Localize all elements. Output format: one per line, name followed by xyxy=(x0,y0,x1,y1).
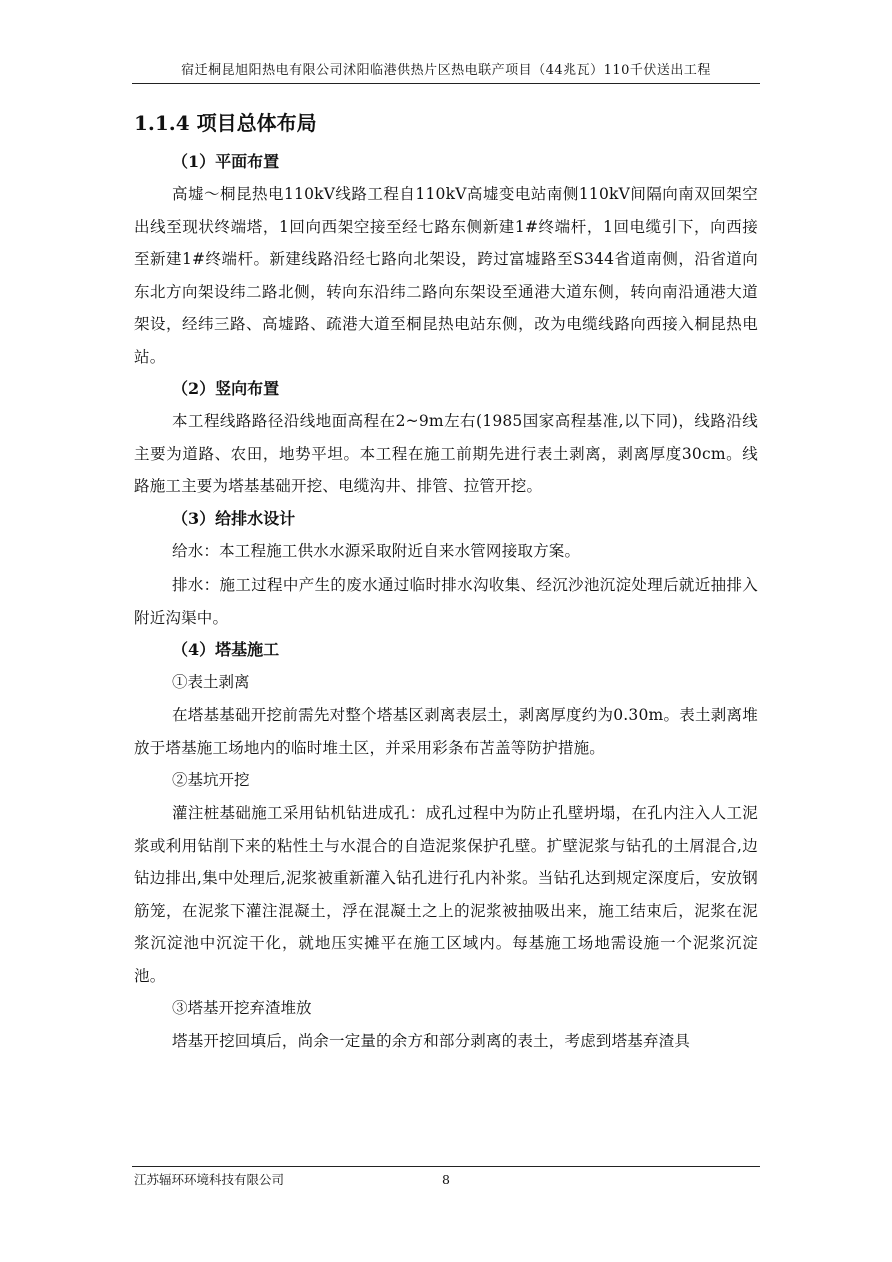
footer-divider xyxy=(132,1166,760,1167)
vertical-layout-heading: （2）竖向布置 xyxy=(172,379,280,398)
page-header: 宿迁桐昆旭阳热电有限公司沭阳临港供热片区热电联产项目（44兆瓦）110千伏送出工程 xyxy=(181,63,711,78)
topsoil-stripping-label: ①表土剥离 xyxy=(172,673,250,691)
page-number: 8 xyxy=(442,1172,450,1187)
water-design-heading: （3）给排水设计 xyxy=(172,508,296,528)
header-divider xyxy=(132,83,760,84)
water-drain-text: 排水：施工过程中产生的废水通过临时排水沟收集、经沉沙池沉淀处理后就近抽排入附近沟渠中。 xyxy=(134,576,758,627)
spoil-stacking-label: ③塔基开挖弃渣堆放 xyxy=(172,999,312,1017)
vertical-layout-text: 本工程线路路径沿线地面高程在2~9m左右(1985国家高程基准,以下同)，线路沿线主要为道路、农田，地势平坦。本工程在施工前期先进行表土剥离，剥离厚度30cm。线路施工主要为塔基基础开挖、电缆沟井、排管、拉管开挖。 xyxy=(134,412,758,495)
tower-construction-heading: （4）塔基施工 xyxy=(172,640,280,659)
plan-layout-text: 高墟～桐昆热电110kV线路工程自110kV高墟变电站南侧110kV间隔向南双回架空出线至现状终端塔，1回向西架空接至经七路东侧新建1#终端杆，1回电缆引下，向西接至新建1#终端杆。新建线路沿经七路向北架设，跨过富墟路至S344省道南侧，沿省道向东北方向架设纬二路北侧，转向东沿纬二路向东架设至通港大道东侧，转向南沿通港大道架设，经纬三路、高墟路、疏港大道至桐昆热电站东侧，改为电缆线路向西接入桐昆热电站。 xyxy=(134,185,758,366)
topsoil-stripping-text: 在塔基基础开挖前需先对整个塔基区剥离表层土，剥离厚度约为0.30m。表土剥离堆放于塔基施工场地内的临时堆土区，并采用彩条布苫盖等防护措施。 xyxy=(134,706,758,757)
foundation-excavation-text: 灌注桩基础施工采用钻机钻进成孔：成孔过程中为防止孔壁坍塌，在孔内注入人工泥浆或利用钻削下来的粘性土与水混合的自造泥浆保护孔壁。扩壁泥浆与钻孔的土屑混合,边钻边排出,集中处理后,泥浆被重新灌入钻孔进行孔内补浆。当钻孔达到规定深度后，安放钢筋笼，在泥浆下灌注混凝土，浮在混凝土之上的泥浆被抽吸出来，施工结束后，泥浆在泥浆沉淀池中沉淀干化，就地压实摊平在施工区域内。每基施工场地需设施一个泥浆沉淀池。 xyxy=(134,804,758,985)
water-supply-text: 给水：本工程施工供水水源采取附近自来水管网接取方案。 xyxy=(172,541,581,560)
document-body xyxy=(134,106,758,1058)
footer-company: 江苏辐环环境科技有限公司 xyxy=(134,1172,285,1187)
spoil-stacking-text: 塔基开挖回填后，尚余一定量的余方和部分剥离的表土，考虑到塔基弃渣具 xyxy=(172,1032,691,1050)
plan-layout-heading: （1）平面布置 xyxy=(172,152,280,171)
foundation-excavation-label: ②基坑开挖 xyxy=(172,771,250,789)
section-title: 1.1.4 项目总体布局 xyxy=(134,111,317,135)
